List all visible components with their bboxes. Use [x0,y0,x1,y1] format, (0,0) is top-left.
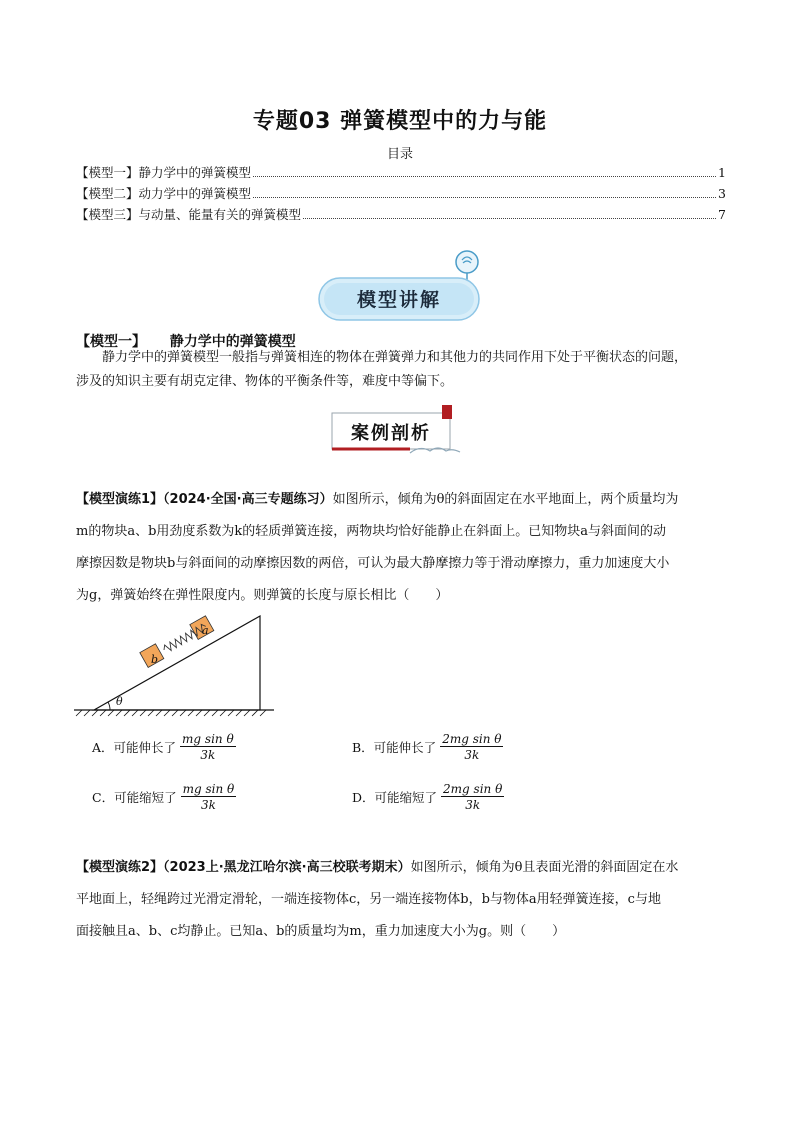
option-label: A．可能伸长了 [92,740,177,755]
toc-item-page: 7 [718,207,726,222]
option-label: D．可能缩短了 [352,790,438,805]
section-tag: 【模型一】 [76,334,146,350]
question-2-line3: 面接触且a、b、c均静止。已知a、b的质量均为m，重力加速度大小为g。则（ ） [76,924,566,939]
angle-label: θ [116,695,123,708]
option-label: C．可能缩短了 [92,790,177,805]
section-intro-line2: 涉及的知识主要有胡克定律、物体的平衡条件等，难度中等偏下。 [76,374,454,389]
fraction-denominator: 3k [200,798,216,812]
incline-figure [74,612,274,718]
fraction [441,782,504,812]
toc-item-page: 1 [718,165,726,180]
fraction [180,732,236,762]
question-2-line1 [76,852,726,884]
fraction-denominator: 3k [465,798,481,812]
fraction-numerator: mg sin θ [182,732,234,746]
toc-item-3[interactable] [76,205,726,223]
question-source: （2023上·黑龙江哈尔滨·高三校联考期末） [163,860,411,875]
toc-item-label: 【模型二】动力学中的弹簧模型 [76,186,252,201]
section-title: 静力学中的弹簧模型 [169,334,296,350]
toc-leader [253,176,716,177]
toc-item-1[interactable] [76,163,726,181]
fraction-denominator: 3k [200,748,216,762]
fraction [440,732,503,762]
question-text: 如图所示，倾角为θ且表面光滑的斜面固定在水 [410,860,679,875]
question-1-line4: 为g，弹簧始终在弹性限度内。则弹簧的长度与原长相比（ ） [76,588,449,603]
toc-heading: 目录 [386,147,413,162]
toc-leader [303,218,716,219]
toc-item-2[interactable] [76,184,726,202]
fraction-numerator: mg sin θ [182,782,235,796]
page-title: 专题03 弹簧模型中的力与能 [252,109,548,134]
option-d[interactable] [352,782,504,812]
question-label: 【模型演练1】 [76,492,164,507]
question-1-line1 [76,484,726,516]
case-banner-label: 案例剖析 [351,423,431,444]
section-banner [318,277,480,321]
toc-item-label: 【模型三】与动量、能量有关的弹簧模型 [76,207,302,222]
case-banner [330,405,470,457]
option-a[interactable] [92,732,236,762]
option-c[interactable] [92,782,236,812]
section-intro-line1: 静力学中的弹簧模型一般指与弹簧相连的物体在弹簧弹力和其他力的共同作用下处于平衡状态的问题， [102,350,688,365]
option-label: B．可能伸长了 [352,740,437,755]
question-1-line3: 摩擦因数是物块b与斜面间的动摩擦因数的两倍，可认为最大静摩擦力等于滑动摩擦力，重力加速度大小 [76,556,670,571]
toc-leader [253,197,716,198]
option-b[interactable] [352,732,503,762]
section-banner-label: 模型讲解 [356,289,441,311]
fraction-numerator: 2mg sin θ [442,732,502,746]
fraction-numerator: 2mg sin θ [443,782,503,796]
question-2-line2: 平地面上，轻绳跨过光滑定滑轮，一端连接物体c，另一端连接物体b，b与物体a用轻弹簧连接，c与地 [76,892,661,907]
question-text: 如图所示，倾角为θ的斜面固定在水平地面上，两个质量均为 [332,492,679,507]
question-label: 【模型演练2】 [76,860,164,875]
toc-item-page: 3 [718,186,726,201]
fraction [181,782,237,812]
toc-item-label: 【模型一】静力学中的弹簧模型 [76,165,252,180]
question-source: （2024·全国·高三专题练习） [163,492,333,507]
fraction-denominator: 3k [464,748,480,762]
block-b-label: b [151,653,159,666]
question-1-line2: m的物块a、b用劲度系数为k的轻质弹簧连接，两物块均恰好能静止在斜面上。已知物块a与斜面间的动 [76,524,667,539]
block-a-label: a [202,624,209,637]
